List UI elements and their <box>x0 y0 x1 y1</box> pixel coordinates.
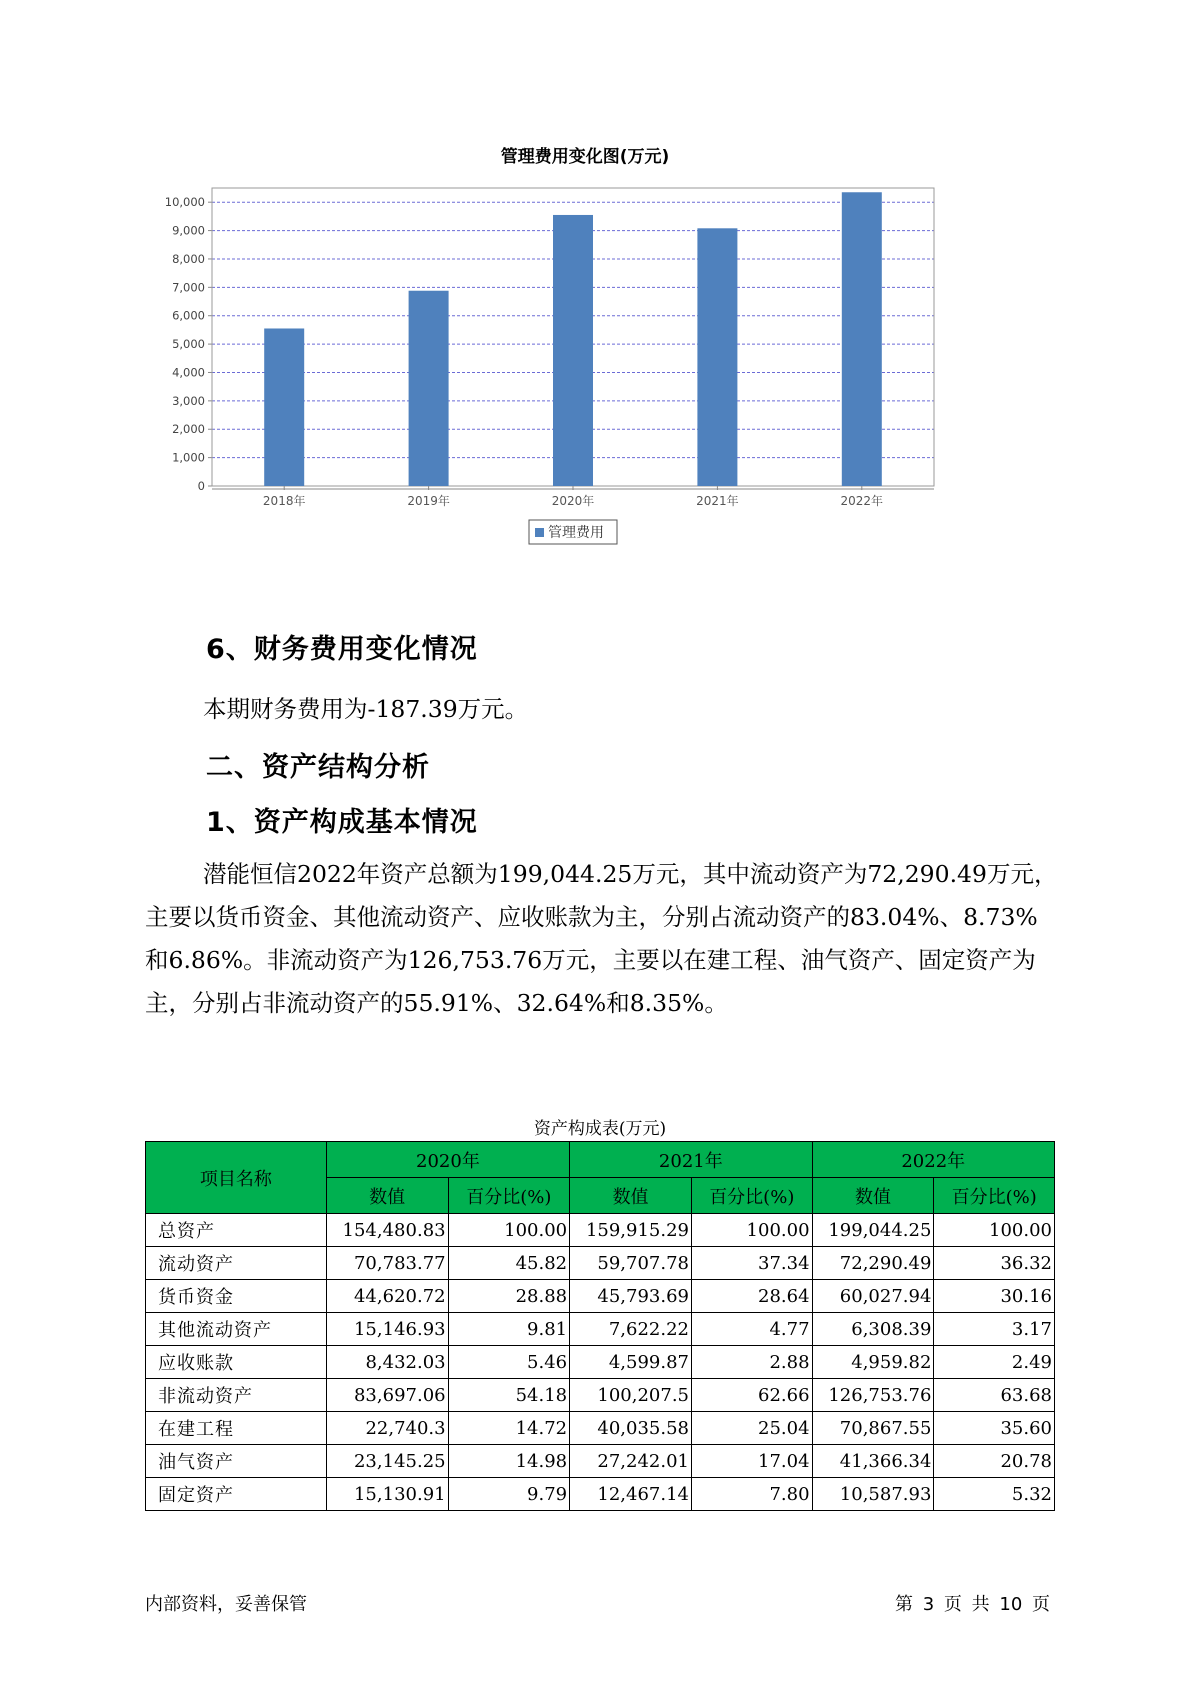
value-cell: 70,867.55 <box>812 1412 934 1445</box>
percent-cell: 36.32 <box>934 1247 1055 1280</box>
bar <box>264 328 304 486</box>
value-cell: 6,308.39 <box>812 1313 934 1346</box>
value-cell: 159,915.29 <box>570 1214 692 1247</box>
y-tick-label: 7,000 <box>172 280 205 295</box>
percent-cell: 25.04 <box>692 1412 813 1445</box>
y-tick-label: 8,000 <box>172 251 205 266</box>
value-cell: 23,145.25 <box>326 1445 448 1478</box>
percent-header: 百分比(%) <box>934 1178 1055 1214</box>
row-label: 流动资产 <box>146 1247 327 1280</box>
percent-cell: 30.16 <box>934 1280 1055 1313</box>
percent-cell: 14.98 <box>448 1445 570 1478</box>
x-tick-label: 2020年 <box>551 494 595 508</box>
percent-header: 百分比(%) <box>448 1178 570 1214</box>
value-cell: 72,290.49 <box>812 1247 934 1280</box>
percent-cell: 28.64 <box>692 1280 813 1313</box>
value-cell: 59,707.78 <box>570 1247 692 1280</box>
table-row <box>146 1379 1055 1412</box>
admin-expense-bar-chart <box>150 180 1030 600</box>
value-cell: 10,587.93 <box>812 1478 934 1511</box>
section-6-text: 本期财务费用为-187.39万元。 <box>203 695 529 723</box>
percent-header: 百分比(%) <box>692 1178 813 1214</box>
value-cell: 4,599.87 <box>570 1346 692 1379</box>
value-cell: 100,207.5 <box>570 1379 692 1412</box>
percent-cell: 100.00 <box>692 1214 813 1247</box>
footer-page-number: 第 3 页 共 10 页 <box>895 1594 1050 1615</box>
percent-cell: 14.72 <box>448 1412 570 1445</box>
value-header: 数值 <box>570 1178 692 1214</box>
value-header: 数值 <box>812 1178 934 1214</box>
section-2-heading: 二、资产结构分析 <box>206 752 430 783</box>
x-tick-label: 2018年 <box>262 494 306 508</box>
footer-confidential-note: 内部资料，妥善保管 <box>145 1594 307 1615</box>
row-label: 非流动资产 <box>146 1379 327 1412</box>
bar <box>842 192 882 486</box>
percent-cell: 17.04 <box>692 1445 813 1478</box>
percent-cell: 100.00 <box>934 1214 1055 1247</box>
percent-cell: 63.68 <box>934 1379 1055 1412</box>
percent-cell: 2.49 <box>934 1346 1055 1379</box>
value-cell: 40,035.58 <box>570 1412 692 1445</box>
table-row <box>146 1478 1055 1511</box>
percent-cell: 2.88 <box>692 1346 813 1379</box>
bar <box>409 291 449 486</box>
percent-cell: 37.34 <box>692 1247 813 1280</box>
table-row <box>146 1412 1055 1445</box>
value-cell: 7,622.22 <box>570 1313 692 1346</box>
year-header: 2022年 <box>812 1142 1054 1178</box>
x-tick-label: 2019年 <box>407 494 450 508</box>
table-row <box>146 1313 1055 1346</box>
section-6-heading: 6、财务费用变化情况 <box>206 634 478 665</box>
value-cell: 27,242.01 <box>570 1445 692 1478</box>
subsection-1-heading: 1、资产构成基本情况 <box>206 807 478 838</box>
row-label: 油气资产 <box>146 1445 327 1478</box>
table-row <box>146 1247 1055 1280</box>
value-cell: 70,783.77 <box>326 1247 448 1280</box>
year-header: 2020年 <box>326 1142 569 1178</box>
row-label: 固定资产 <box>146 1478 327 1511</box>
row-label: 其他流动资产 <box>146 1313 327 1346</box>
value-cell: 8,432.03 <box>326 1346 448 1379</box>
row-label: 在建工程 <box>146 1412 327 1445</box>
chart-title: 管理费用变化图(万元) <box>500 147 670 167</box>
y-tick-label: 3,000 <box>172 393 205 408</box>
percent-cell: 35.60 <box>934 1412 1055 1445</box>
bar <box>553 215 593 486</box>
percent-cell: 4.77 <box>692 1313 813 1346</box>
table-caption: 资产构成表(万元) <box>533 1119 667 1139</box>
value-cell: 60,027.94 <box>812 1280 934 1313</box>
value-cell: 15,146.93 <box>326 1313 448 1346</box>
table-row <box>146 1280 1055 1313</box>
percent-cell: 5.46 <box>448 1346 570 1379</box>
bar <box>697 228 737 486</box>
y-tick-label: 10,000 <box>164 195 205 210</box>
value-cell: 41,366.34 <box>812 1445 934 1478</box>
row-label: 应收账款 <box>146 1346 327 1379</box>
value-cell: 15,130.91 <box>326 1478 448 1511</box>
percent-cell: 5.32 <box>934 1478 1055 1511</box>
value-cell: 4,959.82 <box>812 1346 934 1379</box>
percent-cell: 9.79 <box>448 1478 570 1511</box>
percent-cell: 7.80 <box>692 1478 813 1511</box>
value-cell: 45,793.69 <box>570 1280 692 1313</box>
value-header: 数值 <box>326 1178 448 1214</box>
x-tick-label: 2022年 <box>840 494 884 508</box>
y-tick-label: 5,000 <box>172 337 205 352</box>
value-cell: 126,753.76 <box>812 1379 934 1412</box>
year-header: 2021年 <box>570 1142 812 1178</box>
percent-cell: 20.78 <box>934 1445 1055 1478</box>
percent-cell: 9.81 <box>448 1313 570 1346</box>
percent-cell: 3.17 <box>934 1313 1055 1346</box>
percent-cell: 54.18 <box>448 1379 570 1412</box>
value-cell: 12,467.14 <box>570 1478 692 1511</box>
value-cell: 83,697.06 <box>326 1379 448 1412</box>
y-tick-label: 2,000 <box>172 422 205 437</box>
x-tick-label: 2021年 <box>696 494 739 508</box>
percent-cell: 28.88 <box>448 1280 570 1313</box>
asset-composition-table <box>145 1141 1055 1511</box>
legend-label: 管理费用 <box>548 525 604 541</box>
y-tick-label: 9,000 <box>172 223 205 238</box>
percent-cell: 45.82 <box>448 1247 570 1280</box>
legend-swatch <box>535 528 544 537</box>
row-label: 总资产 <box>146 1214 327 1247</box>
y-tick-label: 0 <box>197 479 205 493</box>
table-row <box>146 1346 1055 1379</box>
value-cell: 44,620.72 <box>326 1280 448 1313</box>
y-tick-label: 1,000 <box>172 450 205 465</box>
table-row <box>146 1214 1055 1247</box>
percent-cell: 62.66 <box>692 1379 813 1412</box>
row-label: 货币资金 <box>146 1280 327 1313</box>
y-tick-label: 4,000 <box>172 365 205 380</box>
value-cell: 199,044.25 <box>812 1214 934 1247</box>
y-tick-label: 6,000 <box>172 308 205 323</box>
percent-cell: 100.00 <box>448 1214 570 1247</box>
value-cell: 154,480.83 <box>326 1214 448 1247</box>
value-cell: 22,740.3 <box>326 1412 448 1445</box>
table-row <box>146 1445 1055 1478</box>
item-name-header: 项目名称 <box>146 1142 327 1214</box>
asset-summary-paragraph: 潜能恒信2022年资产总额为199,044.25万元，其中流动资产为72,290.49万元，主要以货币资金、其他流动资产、应收账款为主，分别占流动资产的83.04%、8.73%和6.86%。非流动资产为126,753.76万元，主要以在建工程、油气资产、固定资产为主，分别占非流动资产的55.91%、32.64%和8.35%。 <box>145 860 1058 1017</box>
